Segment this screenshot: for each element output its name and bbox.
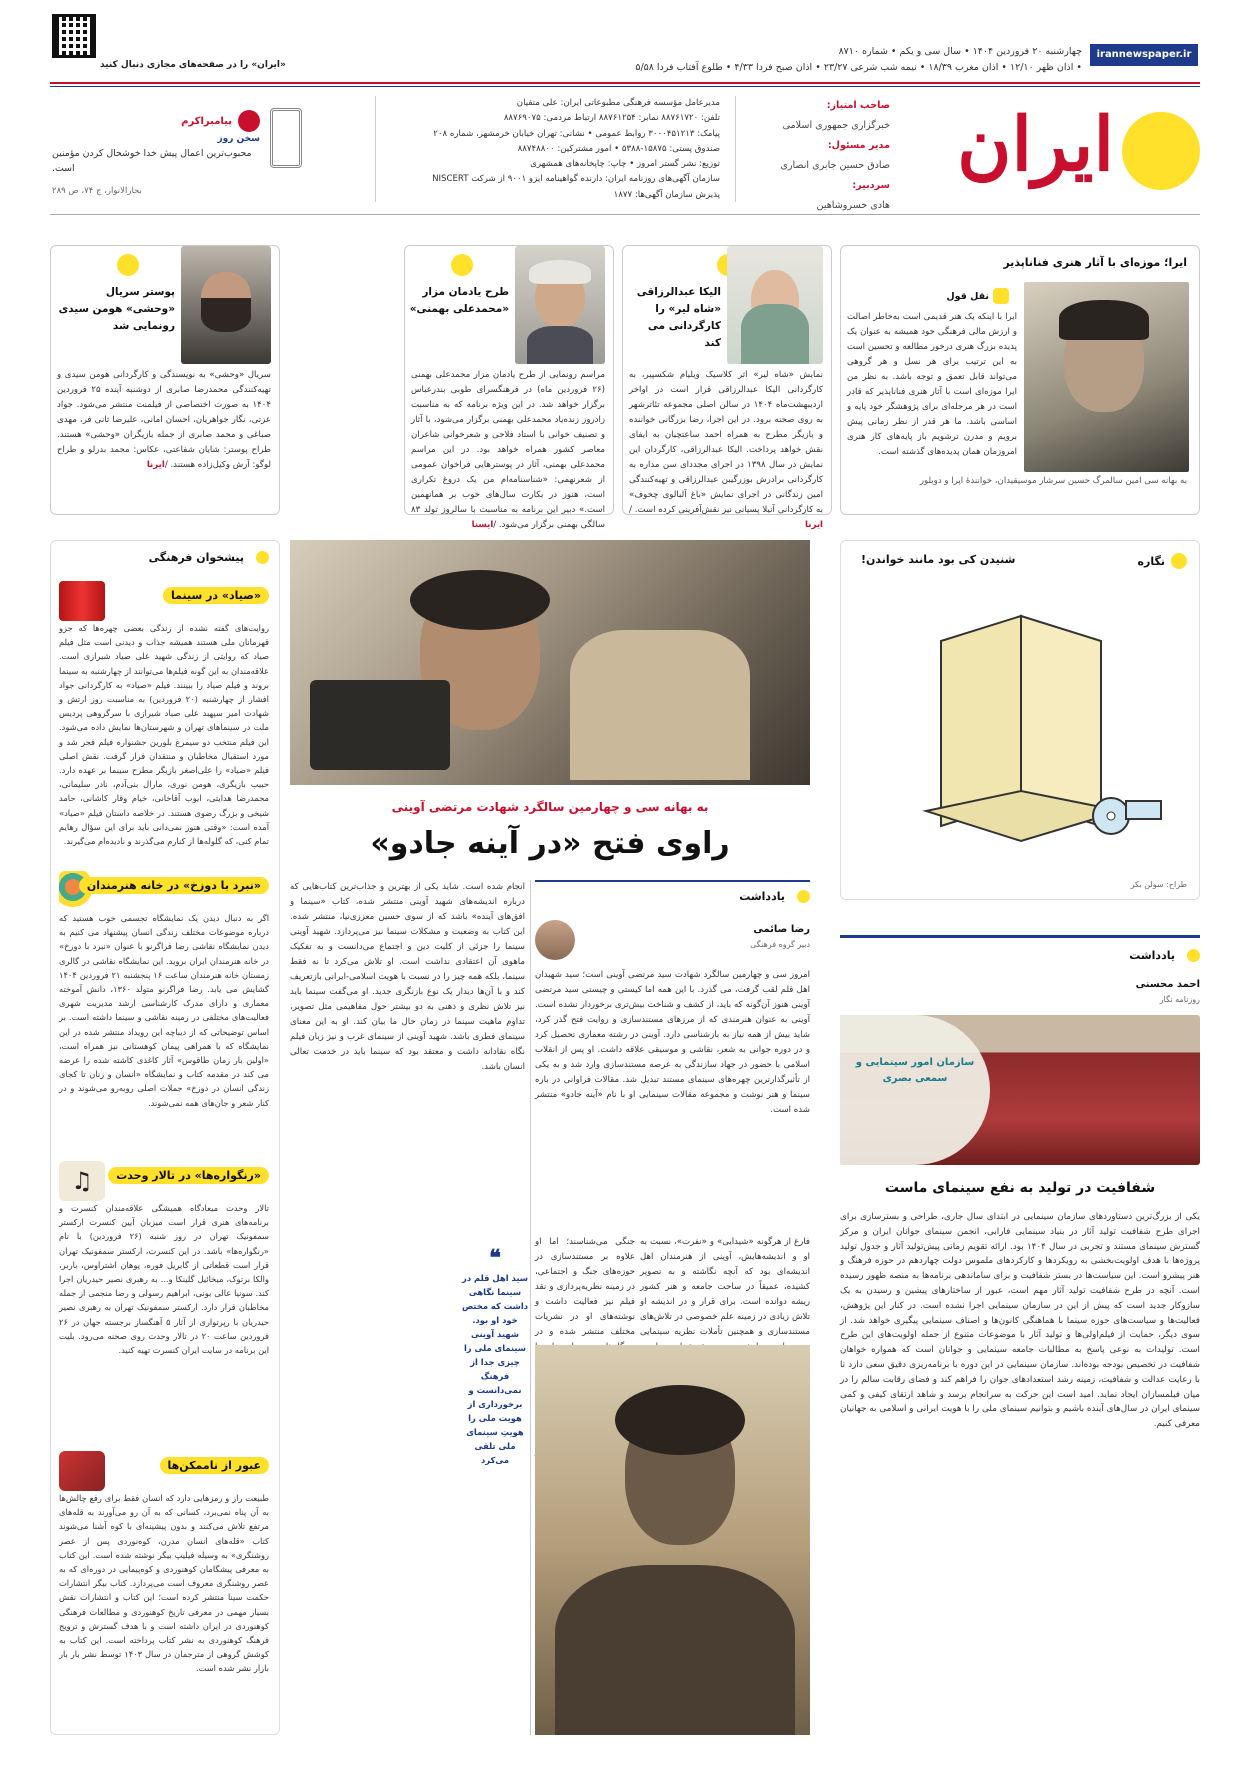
editorial-role: روزنامه نگار [1159, 995, 1200, 1004]
opera-title: ایرا؛ موزه‌ای با آثار هنری فناناپذیر [1003, 256, 1187, 269]
vahshi-card[interactable] [50, 245, 280, 515]
opera-portrait [1024, 282, 1189, 472]
quote-badge-icon [238, 110, 260, 132]
bahmani-photo [515, 246, 605, 364]
daily-quote: پیامبراکرم سخن روز محبوب‌ترین اعمال پیش خدا خوشحال کردن مؤمنین است. بحارالانوار، ج ۷۴، ص ۲۸۹ [52, 110, 260, 196]
editorial: یادداشت احمد محسنی روزنامه نگار سازمان امور سینمایی و سمعی بصری شفافیت در تولید به نفع سینمای ماست یکی از بزرگ‌ترین دستاوردهای سازمان سینمایی در ابتدای سال جاری، طراحی و بسترسازی برای اجرای طرح شفافیت تولید آثار در بنیاد سینمایی فارابی، انجمن سینمای جوانان ایران و مرکز گسترش سینمای مستند و تجربی در سال ۱۴۰۴ بود. ارائه تقویم زمانی پیش‌تولید آثار و جدول تولید پروژه‌ها با هدف اولویت‌بخشی به رویکردها و کارکردهای ملموس دولت چهاردهم در حوزه فرهنگ و هنر پیشرو است. این سیاست‌ها در بستر شفافیت و برای ساماندهی برنامه‌ها به منصه ظهور رسیده است. آنچه در طرح شفافیت تولید آثار مهم است، عبور از ساختارهای پیشین و رسیدن به یک سازوکار جدید است که پیش از این در سازمان سینمایی اجرا نشده است. در کنار این پژوهش، فعالیت‌ها و سیاست‌های حوزه سینما با هماهنگی کانون‌ها و اصناف سینمایی پیگیری خواهد شد. از سوی دیگر، حمایت از فیلم‌اولی‌ها و تولید آثار با موضوعات متنوع از جمله اولویت‌های این طرح است. تولیدات به نوعی پاسخ به مطالبات جامعه سینمایی و جوانان است که همواره خواهان شفافیت در تخصیص بودجه بوده‌اند. سازمان سینمایی در این دوره با برنامه‌ریزی دقیق سعی دارد تا با رعایت عدالت و شفافیت، زمینه رشد استعدادهای جوان را فراهم کند و فضای رقابت سالم را در میان فیلمسازان ایجاد نماید. امید است این حرکت به سرانجام برسد و شاهد ارتقای کیفی و کمی سینمای ایران در سال‌های آینده باشیم و بتوانیم سینمای ملی را با هویت ایرانی و اسلامی به جهانیان معرفی کنیم. [840, 935, 1200, 1735]
main-col-d [290, 1700, 291, 1701]
qr-caption: «ایران» را در صفحه‌های مجازی دنبال کنید [100, 60, 286, 70]
cartoon-book-cd [881, 601, 1171, 851]
quote-mark-icon: ❝ [489, 1245, 501, 1271]
film-icon [117, 254, 139, 276]
main-col-a: انجام شده است. شاید یکی از بهترین و جذاب‌ترین کتاب‌هایی که درباره اندیشه‌های شهید آوینی منتشر شده، کتاب «سینما و افق‌های آینده» باشد که از سوی حسین معززی‌نیا، منتشر شده. این کتاب به وضعیت و مشکلات سینما نیز می‌پردازد. شهید آوینی سینما را جزئی از کلیت دین و اجتماع می‌دانست و به تفکیک ماهوی آن اعتقادی نداشت است. او تلاش می‌کرد تا نه فقط سینما، بلکه همه چیز را در نسبت با هویت اسلامی-ایرانی بازتعریف کند و با آن‌ها دیدار یک نوع بازنگری جدید. او می‌گفت سینما باید نیز تلاش نظری و ذهنی به دو بیشتر حول مفاهیمی مثل تصویر، تداوم ماهیت سینما در زمان حال ما بیان کند. او به این معنای سینمای فطری باشد. شهید آوینی از سینمای غرب و نیز زبان فیلم نگاه نقادانه داشت و معتقد بود که سینما باید در خدمت تعالی انسان باشد. [290, 882, 525, 1072]
vahshi-body: سریال «وحشی» به نویسندگی و کارگردانی هومن سیدی و تهیه‌کنندگی محمدرضا صابری از دوشنبه آینده ۲۵ فروردین ۱۴۰۴ به صورت اختصاصی از فیلمنت منتشر می‌شود. جواد عزتی، نگار جواهریان، احسان امانی، علیرضا ثانی فر، مهدی صباغی و محمد صابری از جمله بازیگران «وحشی» هستند. طراح پوستر: شایان شفاعتی، عکاس: محمد بدرلو و طراح لوگو: آرش وکیل‌زاده هستند. /ایرنا [57, 370, 271, 470]
bahmani-body: مراسم رونمایی از طرح یادمان مزار محمدعلی بهمنی (۲۶ فروردین ماه) در فرهنگسرای طوبی بندرعباس برگزار خواهد شد. در این ویژه برنامه که به مناسبت زادروز زنده‌یاد محمدعلی بهمنی برگزار می‌شود، با آثار و تصنیف خوانی با استاد فلاحی و شعرخوانی شاعران معاصر کشور همراه خواهد بود. در این مراسم محمدعلی بهمنی، آثار در پوسترهایی فراخوان عمومی از شعرنهمی: «شناسنامه‌ام من یک دروغ تکراری است، هنوز در بکارت سال‌های خوب بر همانهمین است.» دبیر این برنامه به مناسبت با سالروز تولد ۸۳ سالگی بهمنی برگزار می‌شود. /ایسنا [411, 370, 605, 530]
editorial-headline: شفافیت در تولید به نفع سینمای ماست [884, 1180, 1156, 1196]
logo-text: ایران [957, 102, 1114, 188]
ornament-icon [270, 108, 302, 168]
main-kicker: به بهانه سی و چهارمین سالگرد شهادت مرتضی آوینی [391, 800, 709, 814]
negareh-box: نگاره شنیدن کی بود مانند خواندن! طراح: سولن بکر [840, 540, 1200, 900]
prayer-line: • اذان ظهر ۱۲/۱۰ • اذان مغرب ۱۸/۳۹ • نیمه شب شرعی ۲۳/۲۷ • اذان صبح فردا ۴/۳۳ • طلوع آفتاب فردا ۵/۵۸ [635, 62, 1082, 73]
shahlir-title: الیکا عبدالرزاقی «شاه لیر» را کارگردانی می کند [636, 286, 721, 349]
kiosk-item[interactable]: «نبرد با دوزخ» در خانه هنرمندان اگر به دنبال دیدن یک نمایشگاه تجسمی خوب هستید که درباره موضوعات مختلف زندگی انسان پیشنهاد می کنیم به دیدن نمایشگاه نقاشی رضا فراگرنو با عنوان «نبرد با دوزخ» در خانه هنرمندان ایران بروید. این نمایشگاه نقاشی در گالری زمستان خانه هنرمندان ساعت ۱۶ پنجشنبه ۲۱ فروردین ۱۴۰۴ گشایش می یابد. رضا فراگرنو متولد ۱۳۶۰، دانش آموخته معماری و دارای مدرک کارشناسی ارشد مدیریت شهری فعالیت‌های مختلفی در زمینه نقاشی و سینما داشته است. بر اساس توضیحاتی که از دیباچه این رویداد منتشر شده در این نمایشگاه که با همراهی پیمان کوهستانی نیز همراه است، «اولین بار زمان طاقوس» آثار کاغذی کاشته شده را عرضه می کند در مقدمه کتاب و نمایشگاه «انسان و زنان تا کجای زندگی انسان در دوزخ» جملات اصلی روبه‌رو می‌شوند و در کنار شعر و جان‌های همه نمی‌شوند. [59, 871, 269, 1151]
pen-icon [451, 254, 473, 276]
masthead [0, 0, 1250, 210]
kiosk: پیشخوان فرهنگی «صیاد» در سینما روایت‌های گفته نشده از زندگی بعضی چهره‌ها که جزو قهرمانان ملی هستند همیشه جذاب و دیدنی است مثل فیلم صیاد که روایتی از زندگی شهید علی صیاد شیرازی است. علاقه‌مندان به این گونه فیلم‌ها می‌توانند از چهارشنبه به سینما بروند و فیلم صیاد را ببینند. فیلم «صیاد» به کارگردانی جواد افشار از چهارشنبه (۲۰ فروردین) به مناسبت روز ارتش و شهادت امیر سپهبد علی صیاد شیرازی با سرگروهی پردیس ملت در سینماهای تهران و شهرستان‌ها نمایش داده می‌شود. این فیلم منتخب دو سیمرغ بلورین جشنواره فیلم فجر شد و مورد استقبال مخاطبان و منتقدان قرار گرفت. نقش اصلی فیلم «صیاد» را علی‌اصغر بازیگر مطرح سینما بر عهده دارد. حبیب بازیگری، هومن نوری، مارال بنی‌آدم، نادر سلیمانی، محمدرضا هدایتی، ایوب آقاخانی، خیام وقار کاشانی، حامد شیخی و بزرگ رضوی هستند. در خلاصه داستان فیلم «صیاد» آمده است: «وقتی هنوز نمی‌دانی باید برای این سؤال رها‌یم تمام کنی، که گلوله‌ها از کنارم می‌گذرند و نادیده‌ام می‌گیرند. «نبرد با دوزخ» در خانه هنرمندان اگر به دنبال دیدن یک نمایشگاه تجسمی خوب هستید که درباره موضوعات مختلف زندگی انسان پیشنهاد می کنیم به دیدن نمایشگاه نقاشی رضا فراگرنو با عنوان «نبرد با دوزخ» در خانه هنرمندان ایران بروید. این نمایشگاه نقاشی در گالری زمستان خانه هنرمندان ساعت ۱۶ پنجشنبه ۲۱ فروردین ۱۴۰۴ گشایش می یابد. رضا فراگرنو متولد ۱۳۶۰، دانش آموخته معماری و دارای مدرک کارشناسی ارشد مدیریت شهری فعالیت‌های مختلفی در زمینه نقاشی و سینما داشته است. بر اساس توضیحاتی که از دیباچه این رویداد منتشر شده در این نمایشگاه که با همراهی پیمان کوهستانی نیز همراه است، «اولین بار زمان طاقوس» آثار کاغذی کاشته شده را عرضه می کند در مقدمه کتاب و نمایشگاه «انسان و زنان تا کجای زندگی انسان در دوزخ» جملات اصلی روبه‌رو می‌شوند و در کنار شعر و جان‌های همه نمی‌شوند. ♫ «رنگواره‌ها» در تالار وحدت تالار وحدت میعادگاه همیشگی علاقه‌مندان کنسرت و برنامه‌های هنری قرار است میزبان آیین کنسرت ارکستر سمفونیک تهران در روز شنبه (۲۶ فروردین) با نام «رنگواره‌ها» باشد. در این کنسرت، ارکستر سمفونیک تهران قرار است قطعاتی از گابریل فوره، پوهان اشتراوس، باربر، والکا برتوک، میخائیل گلینکا و... به رهبری نصیر حیدریان اجرا کند. سونیا عالی بونی، ابراهیم رسولی و رضا منجمی از جمله مخاطبان قرار دارد. ارکستر سمفونیک تهران به رهبری نصیر حیدریان با رپرتواری از آثار ۵ آهنگساز برجسته جهان در ۲۶ فروردین ساعت ۲۰ در تالار وحدت روی صحنه می‌رود. بلیت این برنامه در سایت ایران کنسرت تهیه کنید. عبور از ناممکن‌ها طبیعت راز و رمزهایی دارد که انسان فقط برای رفع چالش‌ها به آن پناه نمی‌برد، کسانی که به آن رو می‌آورند به قله‌های مرتفع تلاش می‌کنند و بدون پیشینه‌ای با کوه آشنا می‌شوند کتاب «قله‌های انسان مدرن، کوه‌نوردی پس از عصر روشنگری» به وسیله فیلیپ بیگر نوشته شده است. این کتاب به معرفی پیشگامان کوهنوردی و کوه‌پیمایی در دوره‌ای که به عصر روشنگری معروف است می‌پردازد. کتاب بیگر انتشارات حکمت سینا منتشر کرده است؛ این کتاب و انتشارات نقش بسیار مهمی در معرفی تاریخ کوهنوردی و مطالعات فرهنگی کوهنوردی در ایران داشته است و با هدف گسترش و ترویج فرهنگ کوهنوردی به نشر کتاب پرداخته است. این کتاب به کوشش گروهی از مترجمان در سال ۱۴۰۳ توسط نشر بار بار بازار نشر شده است. [50, 540, 280, 1735]
qr-code[interactable] [52, 14, 96, 58]
curtain-icon [59, 581, 105, 621]
main-col-b: فارغ از هرگونه «شیدایی» و «نفرت»، نسبت به او و اندیشه‌هایش، آوینی از هنرمندان اهل اندیشه‌ای بود که آنچه نگاشته و به تصویر کشیده، عمیقاً در ساحت جامعه و هنر کشور ریشه دوانده است. برای قرار و در اندیشه او تلاش زیادی در زمینه علم خصوصی در تلاش‌های مستندسازی و همچنین تأملات نظریه سینمایی [640, 1237, 810, 1337]
publisher-info: مدیرعامل مؤسسه فرهنگی مطبوعاتی ایران: علی متقیان تلفن: ۸۸۷۶۱۷۲۰ نمابر: ۸۸۷۶۱۲۵۴ ارتباط مردمی: ۸۸۷۶۹۰۷۵ پیامک: ۳۰۰۰۴۵۱۲۱۳ روابط عمومی • نشانی: تهران خیابان خرمشهر، شماره ۲۰۸ صندوق پستی: ۱۵۸۷۵-۵۳۸۸ • امور مشترکین: ۸۸۷۴۸۸۰۰ توزیع: نشر گستر امروز • چاپ: چاپخانه‌های همشهری سازمان آگهی‌های روزنامه ایران: دارنده گواهینامه ایزو ۹۰۰۱ از شرکت NISCERT پذیرش سازمان آگهی‌ها: ۱۸۷۷ [432, 98, 720, 200]
cartoon-face-icon [1171, 553, 1187, 569]
kiosk-item[interactable]: «صیاد» در سینما روایت‌های گفته نشده از زندگی بعضی چهره‌ها که جزو قهرمانان ملی هستند همیشه جذاب و دیدنی است مثل فیلم صیاد که روایتی از زندگی شهید علی صیاد شیرازی است. علاقه‌مندان به این گونه فیلم‌ها می‌توانند از چهارشنبه به سینما بروند و فیلم صیاد را ببینند. فیلم «صیاد» به کارگردانی جواد افشار از چهارشنبه (۲۰ فروردین) به مناسبت روز ارتش و شهادت امیر سپهبد علی صیاد شیرازی با سرگروهی پردیس ملت در سینماهای تهران و شهرستان‌ها نمایش داده می‌شود. این فیلم منتخب دو سیمرغ بلورین جشنواره فیلم فجر شد و مورد استقبال مخاطبان و منتقدان قرار گرفت. نقش اصلی فیلم «صیاد» را علی‌اصغر بازیگر مطرح سینما بر عهده دارد. حبیب بازیگری، هومن نوری، مارال بنی‌آدم، نادر سلیمانی، محمدرضا هدایتی، ایوب آقاخانی، خیام وقار کاشانی، حامد شیخی و بزرگ رضوی هستند. در خلاصه داستان فیلم «صیاد» آمده است: «وقتی هنوز نمی‌دانی باید برای این سؤال رها‌یم تمام کنی، که گلوله‌ها از کنارم می‌گذرند و نادیده‌ام می‌گیرند. [59, 581, 269, 861]
vahshi-title: پوستر سریال «وحشی» هومن سیدی رونمایی شد [58, 286, 175, 332]
site-bar[interactable]: irannewspaper.ir [1090, 44, 1198, 66]
book-icon [59, 1451, 105, 1491]
note-author-photo [535, 920, 575, 960]
logo[interactable] [940, 100, 1200, 190]
main-photo [290, 540, 810, 785]
bahmani-card[interactable] [404, 245, 614, 530]
avini-portrait [535, 1345, 810, 1735]
logo-sun-icon [1122, 112, 1200, 190]
main-note: یادداشت رضا صائمی دبیر گروه فرهنگی امروز سی و چهارمین سالگرد شهادت سید مرتضی آوینی است؛ سید شهیدان اهل قلم لقب گرفت، می گذرد. با این همه اما کیستی و چیستی سید مرتضی آوینی هنوز آن‌گونه که باید، از کشف و شناخت بیش‌تری برخوردار نشده است. آوینی به عنوان هنرمندی که از مرزهای مستندسازی و روایت فتح گذر کرد، شاید بیش از همه نیاز به بازشناسی دارد. آوینی در رشته معماری تحصیل کرد و در دوره جوانی به شعر، نقاشی و موسیقی علاقه داشت. او پس از انقلاب اسلامی با حضور در جهاد سازندگی به عرصه مستندسازی وارد شد و به یکی از تأثیرگذارترین چهره‌های سینمای مستند تبدیل شد. مقالات فراوانی در باره سینما و هنر نوشت و مجموعه مقالات سینمایی او با نام «آینه جادو» منتشر شده است. [535, 880, 810, 1225]
shahlir-body: نمایش «شاه لیر» اثر کلاسیک ویلیام شکسپیر، به کارگردانی الیکا عبدالرزاقی قرار است در اواخر اردیبهشت‌ماه ۱۴۰۴ در سالن اصلی مجموعه تئاترشهر به روی صحنه برود. در این اجرا، رضا بزرگانی خواننده و بازیگر مطرح به همراه احمد ساعتچیان به ایفای نقش خواهد پرداخت. الیکا عبدالرزاقی، کارگردان این نمایش در سال ۱۳۹۸ در اجرای مجددای سن مداره به کارگردانی برادرش بوزرگیبن عبدالرزاقی و تهیه‌کنندگی امین زندگانی در اجرای نمایش «باغ آلبالوی چخوف» به کارگردانی آنیلا پسیانی نیز نقش‌آفرینی کرده است. /ایرنا [629, 370, 824, 530]
editorial-body: یکی از بزرگ‌ترین دستاوردهای سازمان سینمایی در ابتدای سال جاری، طراحی و بسترسازی برای اجرای طرح شفافیت تولید آثار در بنیاد سینمایی فارابی، انجمن سینمای جوانان ایران و مرکز گسترش سینمای مستند و تجربی در سال ۱۴۰۴ بود. ارائه تقویم زمانی پیش‌تولید آثار و جدول تولید پروژه‌ها با هدف اولویت‌بخشی به رویکردها و کارکردهای ملموس دولت چهاردهم در حوزه فرهنگ و هنر پیشرو است. این سیاست‌ها در بستر شفافیت و برای ساماندهی برنامه‌ها به منصه ظهور رسیده است. آنچه در طرح شفافیت تولید آثار مهم است، عبور از ساختارهای پیشین و رسیدن به یک سازوکار جدید است که پیش از این در سازمان سینمایی اجرا نشده است. در کنار این پژوهش، فعالیت‌ها و سیاست‌های حوزه سینما با هماهنگی کانون‌ها و اصناف سینمایی پیگیری خواهد شد. از سوی دیگر، حمایت از فیلم‌اولی‌ها و تولید آثار با موضوعات متنوع از جمله اولویت‌های این طرح است. تولیدات به نوعی پاسخ به مطالبات جامعه سینمایی و جوانان است که همواره خواهان شفافیت در تخصیص بودجه بوده‌اند. سازمان سینمایی در این دوره با برنامه‌ریزی دقیق سعی دارد تا با رعایت عدالت و شفافیت، زمینه رشد استعدادهای جوان را فراهم کند و فضای رقابت سالم را در میان فیلمسازان ایجاد نماید. امید است این حرکت به سرانجام برسد و شاهد ارتقای کیفی و کمی سینمای ایران در سال‌های آینده باشیم و بتوانیم سینمای ملی را با هویت ایرانی و اسلامی به جهانیان معرفی کنیم. [840, 1212, 1200, 1430]
quote-badge: نقل قول [946, 288, 1009, 304]
kiosk-item[interactable]: عبور از ناممکن‌ها طبیعت راز و رمزهایی دارد که انسان فقط برای رفع چالش‌ها به آن پناه نمی‌برد، کسانی که به آن رو می‌آورند به قله‌های مرتفع تلاش می‌کنند و بدون پیشینه‌ای با کوه آشنا می‌شوند کتاب «قله‌های انسان مدرن، کوه‌نوردی پس از عصر روشنگری» به وسیله فیلیپ بیگر نوشته شده است. این کتاب به معرفی پیشگامان کوهنوردی و کوه‌پیمایی در دوره‌ای که به عصر روشنگری معروف است می‌پردازد. کتاب بیگر انتشارات حکمت سینا منتشر کرده است؛ این کتاب و انتشارات نقش بسیار مهمی در معرفی تاریخ کوهنوردی و مطالعات فرهنگی کوهنوردی در ایران داشته است و با هدف گسترش و ترویج فرهنگ کوهنوردی به نشر کتاب پرداخته است. این کتاب به کوشش گروهی از مترجمان در سال ۱۴۰۳ توسط نشر بار بار بازار نشر شده است. [59, 1451, 269, 1731]
kiosk-item[interactable]: ♫ «رنگواره‌ها» در تالار وحدت تالار وحدت میعادگاه همیشگی علاقه‌مندان کنسرت و برنامه‌های هنری قرار است میزبان آیین کنسرت ارکستر سمفونیک تهران در روز شنبه (۲۶ فروردین) با نام «رنگواره‌ها» باشد. در این کنسرت، ارکستر سمفونیک تهران قرار است قطعاتی از گابریل فوره، پوهان اشتراوس، باربر، والکا برتوک، میخائیل گلینکا و... به رهبری نصیر حیدریان اجرا کند. سونیا عالی بونی، ابراهیم رسولی و رضا منجمی از جمله مخاطبان قرار دارد. ارکستر سمفونیک تهران به رهبری نصیر حیدریان با رپرتواری از آثار ۵ آهنگساز برجسته جهان در ۲۶ فروردین ساعت ۲۰ در تالار وحدت روی صحنه می‌رود. بلیت این برنامه در سایت ایران کنسرت تهیه کنید. [59, 1161, 269, 1441]
opera-card[interactable] [840, 245, 1200, 515]
editorial-photo: سازمان امور سینمایی و سمعی بصری [840, 1015, 1200, 1165]
opera-footer: به بهانه سی امین سالمرگ حسین سرشار موسیقیدان، خوانندهٔ اپرا و دوبلور [919, 476, 1187, 486]
cartoon-credit: طراح: سولن بکر [1130, 880, 1187, 889]
shahlir-card[interactable] [622, 245, 832, 530]
date-line: چهارشنبه ۲۰ فروردین ۱۴۰۴ • سال سی و یکم • شماره ۸۷۱۰ [838, 46, 1082, 57]
bahmani-title: طرح یادمان مزار «محمدعلی بهمنی» [409, 286, 509, 315]
music-icon: ♫ [59, 1161, 105, 1201]
main-col-c: جنگی می‌شناسند؛ اما او علاوه بر مستندسازی در حوزه‌های جنگ و اجتماعی، در زمینه نظریه‌پردازی و نقد فیلم نیز فعالیت داشت و نوشته‌های او در نشریات مختلف منتشر شده و در [535, 1237, 635, 1337]
main-headline: راوی فتح «در آینه جادو» [370, 826, 730, 861]
negareh-title: شنیدن کی بود مانند خواندن! [861, 553, 1016, 566]
staff-box: صاحب امتیاز: خبرگزاری جمهوری اسلامی مدیر مسئول: صادق حسین جابری انصاری سردبیر: هادی خسروشاهین [780, 100, 890, 211]
opera-body: ایرا با اینکه یک هنر قدیمی است به‌خاطر اصالت و ارزش مالی فرهنگی خود همیشه به عنوان یک پدیده بزرگ هنری درخور مطالعه و تحسین است به این ترتیب برای هر نسل و هر گروهی می‌تواند قابل تعمق و توجه باشد. به نظر من ایرا موزه‌ای است با آثار هنری فناناپذیر که قادر است در هر مرحله‌ای برای پژوهشگر خود پایه و اساسی باشد. ما هر قدر از نظر زمانی پیش برویم و مدرن ترشویم باز پایه‌های کار هنری امروزمان همان پدیده‌های گذشته است. [847, 312, 1017, 457]
vahshi-poster [181, 246, 271, 364]
pull-quote: ❝ سید اهل قلم در سینما نگاهی داشت که مختص خود او بود. شهید آوینی سینمای ملی را چیزی جدا از فرهنگ نمی‌دانست و برخورداری از هویت ملی را هویتِ سینمای ملی تلقی می‌کرد [461, 1245, 529, 1465]
masthead-divider [50, 82, 1200, 84]
editorial-author: احمد محسنی [1135, 979, 1200, 990]
shahlir-photo [727, 246, 823, 364]
